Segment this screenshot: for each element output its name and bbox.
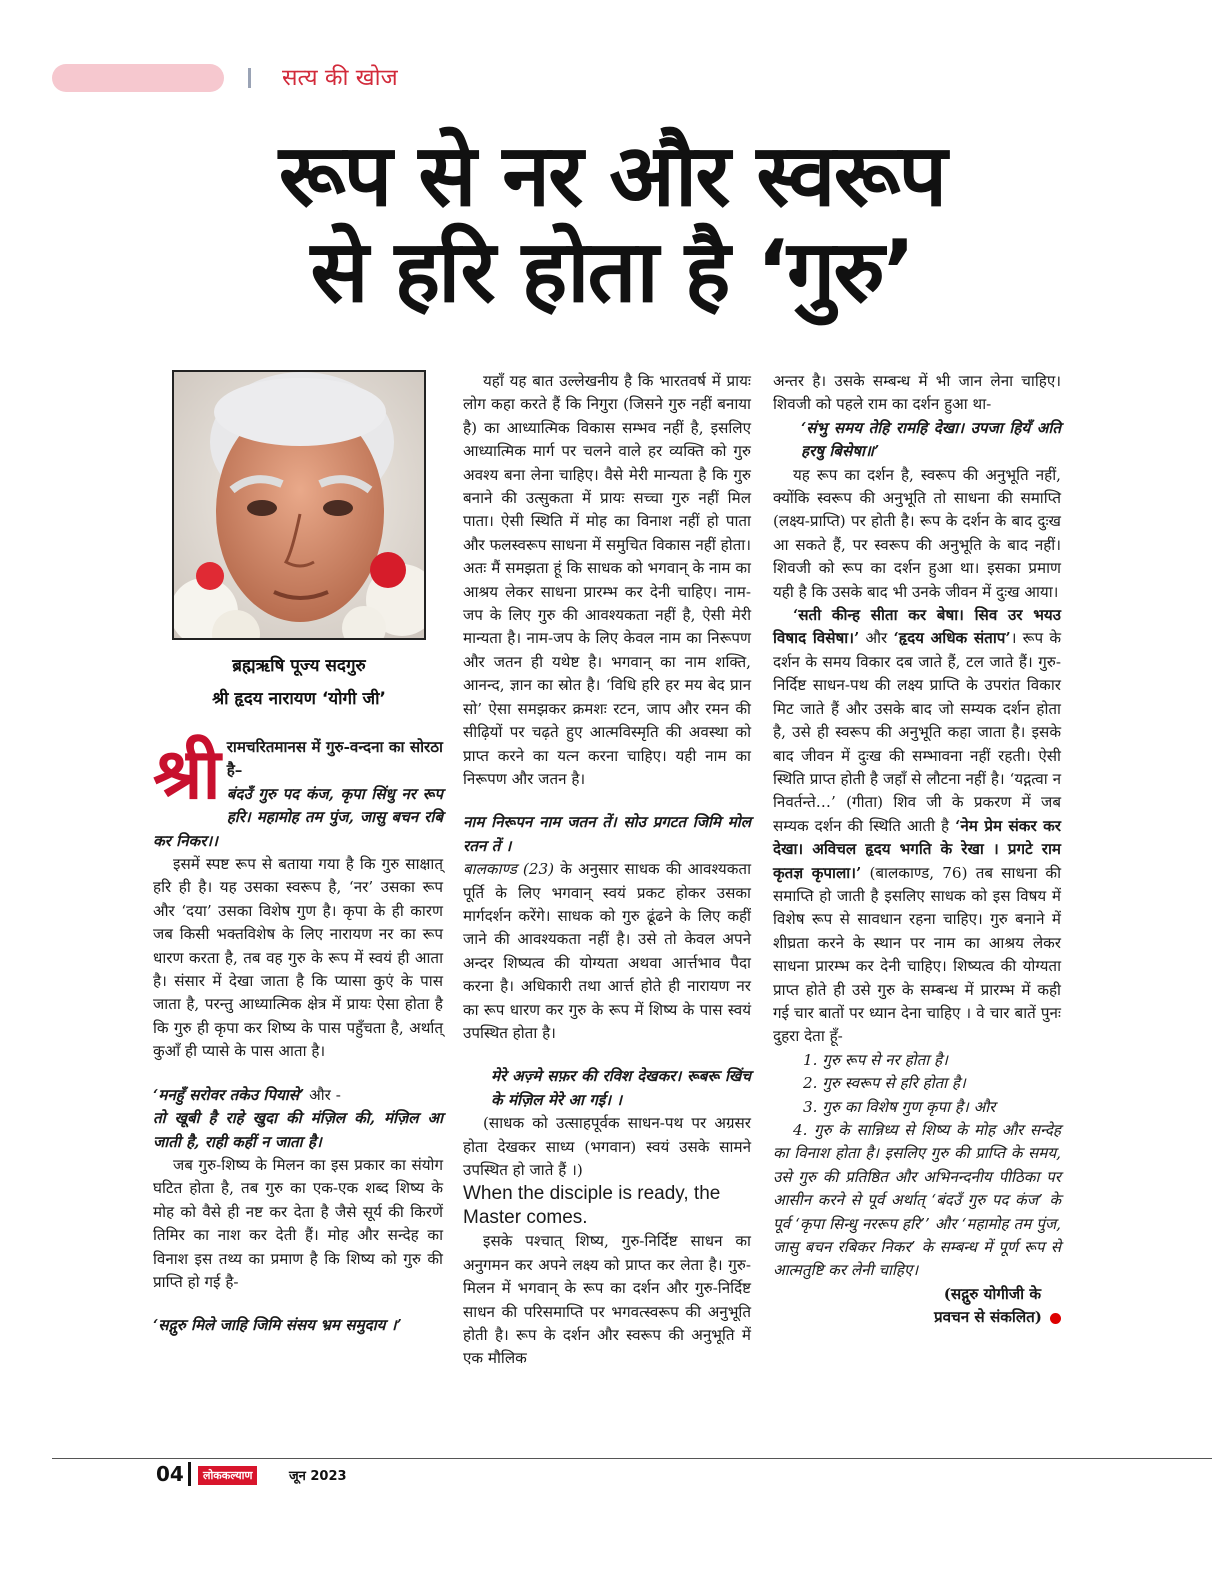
english-quote: When the disciple is ready, the Master comes.	[463, 1183, 721, 1229]
verse-soratha: बंदउँ गुरु पद कंज, कृपा सिंधु नर रूप हरि। महामोह तम पुंज, जासु बचन रबि कर निकर।।	[153, 784, 443, 850]
verse-quote: ‘मनहुँ सरोवर तकेउ पियासे’ और -	[153, 1085, 341, 1104]
caption-line-2: श्री हृदय नारायण ‘योगी जी’	[212, 689, 386, 709]
photo-caption	[172, 650, 426, 716]
article-column-3	[773, 370, 1061, 1330]
intro-text: रामचरितमानस में गुरु-वन्दना का सोरठा है–	[226, 738, 443, 780]
paragraph: इसके पश्चात् शिष्य, गुरु-निर्दिष्ट साधन का अनुगमन कर अपने लक्ष्य को प्राप्त कर लेता है। गुरु-मिलन में भगवान् के रूप का दर्शन और गुरु-निर्दिष्ट साधन की परिसमाप्ति पर भगवत्स्वरूप की अनुभूति होती है। रूप के दर्शन और स्वरूप की अनुभूति में एक मौलिक	[463, 1232, 751, 1368]
drop-cap: श्री	[153, 733, 221, 815]
paragraph: (साधक को उत्साहपूर्वक साधन-पथ पर अग्रसर होता देखकर साध्य (भगवान) स्वयं उसके सामने उपस्थित हो जाते हैं ।)	[463, 1114, 751, 1179]
headline	[0, 128, 1224, 320]
paragraph: बालकाण्ड (23) के अनुसार साधक की आवश्यकता पूर्ति के लिए भगवान् स्वयं प्रकट होकर उसका मार्गदर्शन करेंगे। साधक को गुरु ढूंढने के लिए कहीं जाने की आवश्यकता नहीं है। उसे तो केवल अपने अन्दर शिष्यत्व की योग्यता अथवा आर्त्तभाव पैदा करना है। अधिकारी तथा आर्त्त होते ही नारायण नर का रूप धारण कर गुरु के रूप में शिष्य के पास स्वयं उपस्थित होता है।	[463, 860, 751, 1042]
magazine-logo: लोककल्याण	[198, 1466, 257, 1485]
credit-line: प्रवचन से संकलित)	[773, 1306, 1061, 1329]
paragraph: जब गुरु-शिष्य के मिलन का इस प्रकार का संयोग घटित होता है, तब गुरु का एक-एक शब्द शिष्य के मोह को वैसे ही नष्ट कर देता है जैसे सूर्य की किरणें तिमिर का नाश कर देती हैं। मोह और सन्देह का विनाश इस तथ्य का प्रमाण है कि शिष्य को गुरु की प्राप्ति हो गई है-	[153, 1155, 443, 1291]
footer-divider	[188, 1462, 191, 1486]
verse-quote: ‘संभु समय तेहि रामहि देखा। उपजा हियँ अति हरषु बिसेषा॥’	[801, 418, 1061, 461]
footer-rule	[52, 1458, 1212, 1459]
header-divider	[248, 68, 251, 88]
list-item: 2. गुरु स्वरूप से हरि होता है।	[803, 1074, 966, 1093]
credit-line: (सद्गुरु योगीजी के	[943, 1284, 1041, 1303]
end-mark-icon	[1050, 1313, 1061, 1324]
paragraph: ‘सती कीन्ह सीता कर बेषा। सिव उर भयउ विषाद विसेषा।’ और ‘हृदय अधिक संताप’। रूप के दर्शन के समय विकार दब जाते हैं, टल जाते हैं। गुरु-निर्दिष्ट साधन-पथ की लक्ष्य प्राप्ति के उपरांत विकार मिट जाते हैं और उसके बाद जो सम्यक दर्शन होता है, उसे ही स्वरूप की अनुभूति कहा जाता है। इसके बाद जीवन में दुःख की सम्भावना नहीं रहती। ऐसी स्थिति प्राप्त होती है जहाँ से लौटना नहीं है। ‘यद्गत्वा न निवर्तन्ते…’ (गीता) शिव जी के प्रकरण में जब सम्यक दर्शन की स्थिति आती है ‘नेम प्रेम संकर कर देखा। अविचल हृदय भगति के रेखा । प्रगटे राम कृतज्ञ कृपाला।’ (बालकाण्ड, 76) तब साधना की समाप्ति हो जाती है इसलिए साधक को इस विषय में विशेष रूप से सावधान रहना चाहिए। गुरु बनाने में शीघ्रता करने के स्थान पर नाम का आश्रय लेकर साधना प्रारम्भ कर देनी चाहिए। शिष्यत्व की योग्यता प्राप्त होते ही उसे गुरु के सम्बन्ध में प्रारम्भ में कही गई चार बातों पर ध्यान देना चाहिए । वे चार बातें पुनः दुहरा देता हूँ-	[773, 606, 1062, 1046]
verse-quote: नाम निरूपन नाम जतन तें। सोउ प्रगटत जिमि मोल रतन तें ।	[463, 813, 751, 855]
verse-quote: मेरे अज़्मे सफ़र की रविश देखकर। रूबरू खिंच के मंज़िल मेरे आ गई। ।	[491, 1067, 751, 1109]
verse-quote: ‘सद्गुरु मिले जाहि जिमि संसय भ्रम समुदाय ।’	[153, 1316, 402, 1335]
article-column-2	[463, 370, 751, 1371]
list-item: 1. गुरु रूप से नर होता है।	[803, 1050, 948, 1069]
issue-date: जून 2023	[289, 1469, 347, 1484]
section-label: सत्य की खोज	[282, 65, 398, 91]
list-item: 3. गुरु का विशेष गुण कृपा है। और	[803, 1097, 996, 1116]
headline-line-2: से हरि होता है ‘गुरु’	[310, 222, 914, 322]
article-column-1	[153, 733, 443, 1338]
paragraph: यहाँ यह बात उल्लेखनीय है कि भारतवर्ष में प्रायः लोग कहा करते हैं कि निगुरा (जिसने गुरु नहीं बनाया है) का आध्यात्मिक विकास सम्भव नहीं है, इसलिए आध्यात्मिक मार्ग पर चलने वाले हर व्यक्ति को गुरु अवश्य बना लेना चाहिए। वैसे मेरी मान्यता है कि गुरु बनाने की उत्सुकता में प्रायः सच्चा गुरु नहीं मिल पाता। ऐसी स्थिति में मोह का विनाश नहीं हो पाता और फलस्वरूप साधना में समुचित विकास नहीं होता। अतः मैं समझता हूं कि साधक को भगवान् के नाम का आश्रय लेकर साधना प्रारम्भ कर देनी चाहिए। नाम-जप के लिए गुरु की आवश्यकता नहीं है, ऐसी मेरी मान्यता है। नाम-जप के लिए केवल नाम का निरूपण और जतन ही यथेष्ट है। भगवान् का नाम शक्ति, आनन्द, ज्ञान का स्रोत है। ‘विधि हरि हर मय बेद प्रान सो’ ऐसा समझकर क्रमशः रटन, जाप और रमन की सीढ़ियों पर चढ़ते हुए आत्मविस्मृति की अवस्था को प्राप्त करने का यत्न करना चाहिए। यही नाम का निरूपण और जतन है।	[463, 372, 751, 788]
page-number: 04	[156, 1462, 184, 1486]
verse-quote: तो खूबी है राहे खुदा की मंज़िल की, मंज़िल आ जाती है, राही कहीं न जाता है।	[153, 1109, 443, 1151]
paragraph: यह रूप का दर्शन है, स्वरूप की अनुभूति नहीं, क्योंकि स्वरूप की अनुभूति तो साधना की समाप्ति (लक्ष्य-प्राप्ति) पर होती है। रूप के दर्शन के बाद दुःख आ सकते हैं, पर स्वरूप की अनुभूति के बाद नहीं। शिवजी को रूप का दर्शन हुआ था। इसका प्रमाण यही है कि उसके बाद भी उनके जीवन में दुःख आया।	[773, 465, 1061, 601]
paragraph: अन्तर है। उसके सम्बन्ध में भी जान लेना चाहिए। शिवजी को पहले राम का दर्शन हुआ था-	[773, 372, 1061, 414]
header-pill	[52, 64, 224, 92]
portrait-photo	[172, 370, 426, 640]
headline-line-1: रूप से नर और स्वरूप	[278, 126, 946, 226]
caption-line-1: ब्रह्मऋषि पूज्य सदगुरु	[232, 656, 366, 676]
paragraph: 4. गुरु के सान्निध्य से शिष्य के मोह और सन्देह का विनाश होता है। इसलिए गुरु की प्राप्ति के समय, उसे गुरु की प्रतिष्ठित और अभिनन्दनीय पीठिका पर आसीन करने से पूर्व अर्थात् ‘बंदउँ गुरु पद कंज’ के पूर्व ‘कृपा सिन्धु नररूप हरि’’ और ‘महामोह तम पुंज, जासु बचन रबिकर निकर’ के सम्बन्ध में पूर्ण रूप से आत्मतुष्टि कर लेनी चाहिए।	[773, 1121, 1061, 1280]
paragraph: इसमें स्पष्ट रूप से बताया गया है कि गुरु साक्षात् हरि ही है। यह उसका स्वरूप है, ‘नर’ उसका रूप और ‘दया’ उसका विशेष गुण है। कृपा के ही कारण जब किसी भक्तविशेष के लिए नारायण नर का रूप धारण करता है, तब वह गुरु के रूप में स्वयं ही आता है। संसार में देखा जाता है कि प्यासा कुएं के पास जाता है, परन्तु आध्यात्मिक क्षेत्र में प्रायः ऐसा होता है कि गुरु ही कृपा कर शिष्य के पास पहुँचता है, अर्थात् कुआँ ही प्यासे के पास आता है।	[153, 855, 443, 1061]
